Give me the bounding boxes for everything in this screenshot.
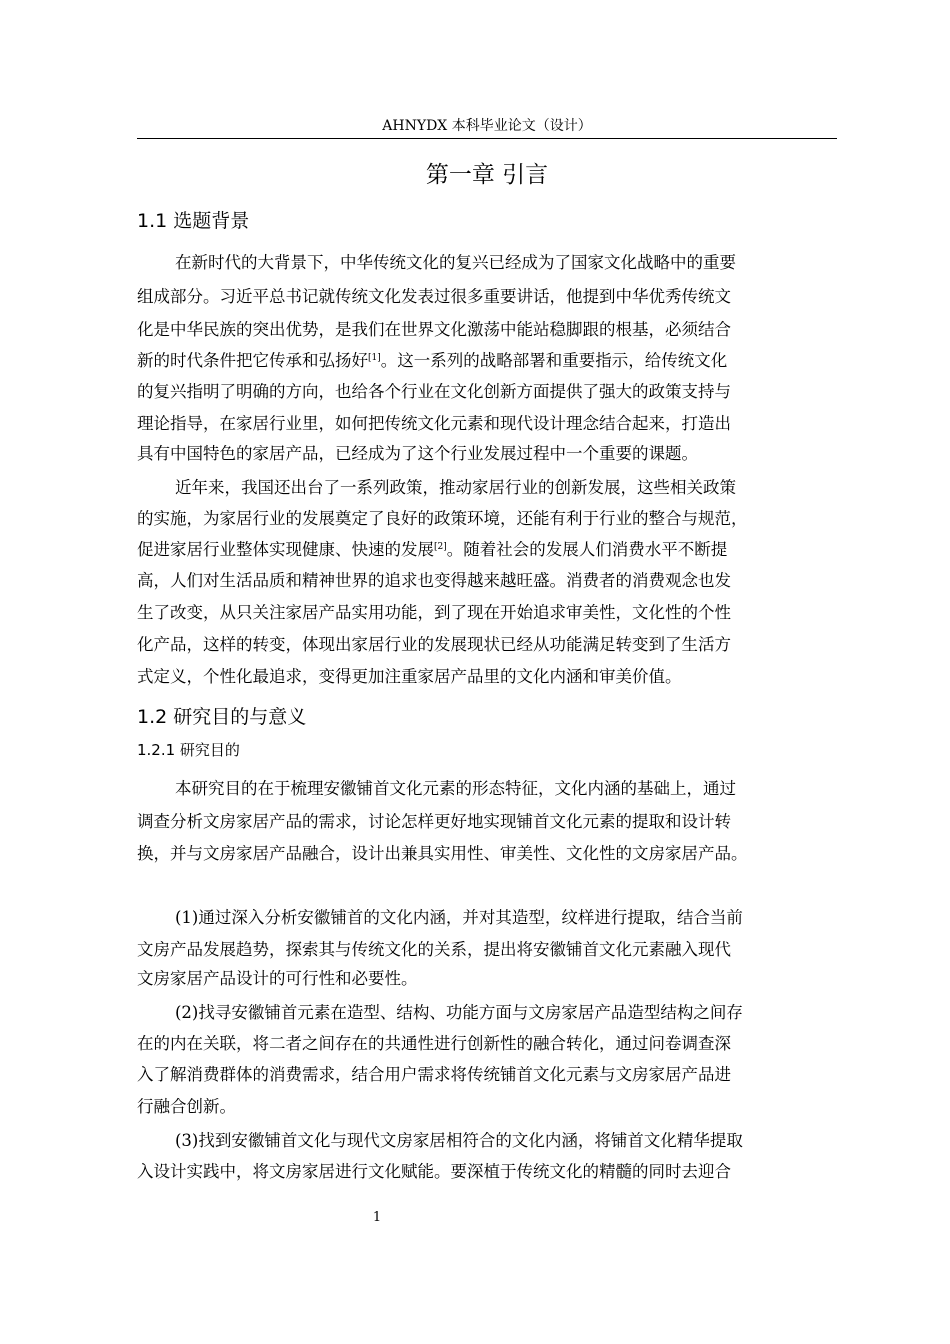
text-line-with-citation: 新的时代条件把它传承和弘扬好[1]。这一系列的战略部署和重要指示，给传统文化 xyxy=(137,351,728,370)
text-line: 在新时代的大背景下，中华传统文化的复兴已经成为了国家文化战略中的重要 xyxy=(175,253,736,272)
text-line: 化是中华民族的突出优势，是我们在世界文化激荡中能站稳脚跟的根基，必须结合 xyxy=(137,320,731,339)
text-line: 的实施，为家居行业的发展奠定了良好的政策环境，还能有利于行业的整合与规范， xyxy=(137,509,748,528)
list-item-line: (2)找寻安徽铺首元素在造型、结构、功能方面与文房家居产品造型结构之间存 xyxy=(175,1003,743,1022)
list-item-line: 文房家居产品设计的可行性和必要性。 xyxy=(137,969,418,988)
list-item-line: 在的内在关联，将二者之间存在的共通性进行创新性的融合转化，通过问卷调查深 xyxy=(137,1034,731,1053)
text-line: 高，人们对生活品质和精神世界的追求也变得越来越旺盛。消费者的消费观念也发 xyxy=(137,571,731,590)
list-item-line: 入设计实践中，将文房家居进行文化赋能。要深植于传统文化的精髓的同时去迎合 xyxy=(137,1162,731,1181)
text-line: 的复兴指明了明确的方向，也给各个行业在文化创新方面提供了强大的政策支持与 xyxy=(137,382,731,401)
text-line: 理论指导，在家居行业里，如何把传统文化元素和现代设计理念结合起来，打造出 xyxy=(137,414,731,433)
list-item-line: 文房产品发展趋势，探索其与传统文化的关系，提出将安徽铺首文化元素融入现代 xyxy=(137,940,731,959)
text-line: 本研究目的在于梳理安徽铺首文化元素的形态特征，文化内涵的基础上，通过 xyxy=(175,779,736,798)
section-heading-1-2: 1.2 研究目的与意义 xyxy=(137,706,307,728)
list-item-line: (3)找到安徽铺首文化与现代文房家居相符合的文化内涵，将铺首文化精华提取 xyxy=(175,1131,743,1150)
chapter-title: 第一章 引言 xyxy=(425,162,549,188)
header-rule xyxy=(137,138,837,139)
page-number: 1 xyxy=(372,1210,382,1225)
list-item-line: 行融合创新。 xyxy=(137,1097,236,1116)
citation-2: [2] xyxy=(434,542,447,552)
list-item-line: 入了解消费群体的消费需求，结合用户需求将传统铺首文化元素与文房家居产品进 xyxy=(137,1065,731,1084)
text-line: 组成部分。习近平总书记就传统文化发表过很多重要讲话，他提到中华优秀传统文 xyxy=(137,287,731,306)
list-item-line: (1)通过深入分析安徽铺首的文化内涵，并对其造型，纹样进行提取，结合当前 xyxy=(175,908,743,927)
subsection-heading-1-2-1: 1.2.1 研究目的 xyxy=(137,741,240,759)
text-line: 化产品，这样的转变，体现出家居行业的发展现状已经从功能满足转变到了生活方 xyxy=(137,635,731,654)
text-line-with-citation: 促进家居行业整体实现健康、快速的发展[2]。随着社会的发展人们消费水平不断提 xyxy=(137,540,728,559)
text-line: 近年来，我国还出台了一系列政策，推动家居行业的创新发展，这些相关政策 xyxy=(175,478,736,497)
text-line: 具有中国特色的家居产品，已经成为了这个行业发展过程中一个重要的课题。 xyxy=(137,444,698,463)
text-line: 调查分析文房家居产品的需求，讨论怎样更好地实现铺首文化元素的提取和设计转 xyxy=(137,812,731,831)
text-line: 换，并与文房家居产品融合，设计出兼具实用性、审美性、文化性的文房家居产品。 xyxy=(137,844,748,863)
citation-1: [1] xyxy=(368,353,381,363)
text-line: 式定义，个性化最追求，变得更加注重家居产品里的文化内涵和审美价值。 xyxy=(137,667,682,686)
running-header: AHNYDX 本科毕业论文（设计） xyxy=(382,118,592,134)
section-heading-1-1: 1.1 选题背景 xyxy=(137,210,250,232)
text-line: 生了改变，从只关注家居产品实用功能，到了现在开始追求审美性，文化性的个性 xyxy=(137,603,731,622)
